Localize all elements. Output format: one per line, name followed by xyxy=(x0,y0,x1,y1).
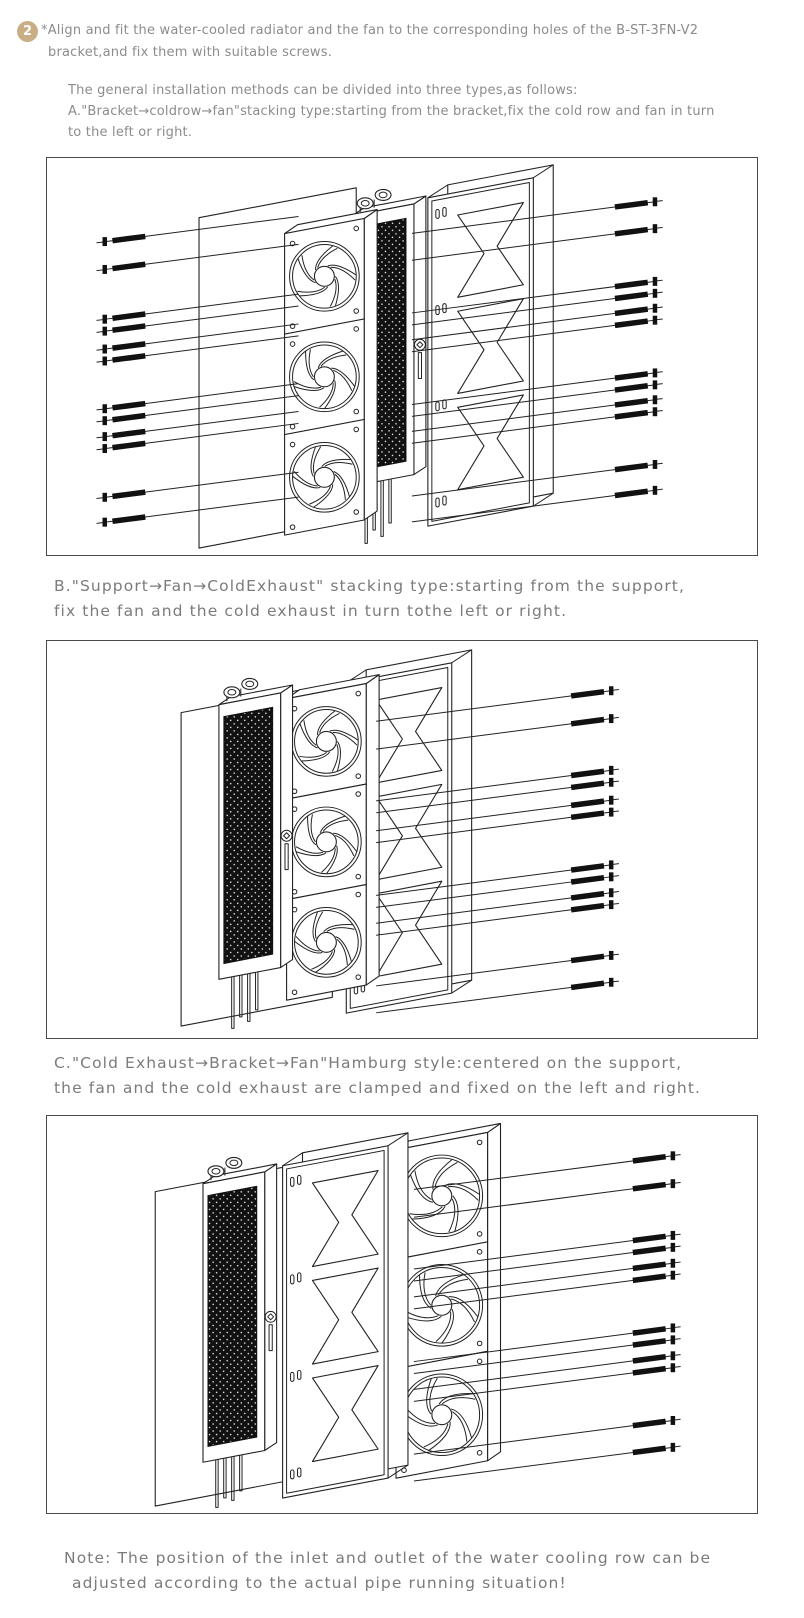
step-instruction xyxy=(41,20,698,64)
step-instruction-line-1: *Align and fit the water-cooled radiator and the fan to the corresponding holes of the B-ST-3FN-V2 xyxy=(41,23,699,38)
intro-line-1: The general installation methods can be divided into three types,as follows: xyxy=(68,83,578,98)
intro-line-3: to the left or right. xyxy=(68,125,193,140)
intro-line-2-type-a: A."Bracket→coldrow→fan"stacking type:starting from the bracket,fix the cold row and fan in turn xyxy=(68,104,715,119)
caption-c-line-1: C."Cold Exhaust→Bracket→Fan"Hamburg style:centered on the support, xyxy=(54,1054,683,1072)
step-number-badge: 2 xyxy=(17,21,38,42)
note-line-2: adjusted according to the actual pipe running situation! xyxy=(72,1574,567,1592)
fan-stack xyxy=(396,1123,500,1478)
step-2-section xyxy=(0,0,804,64)
fan-stack xyxy=(285,210,378,536)
caption-b-line-1: B."Support→Fan→ColdExhaust" stacking type:starting from the support, xyxy=(54,577,686,595)
caption-b-line-2: fix the fan and the cold exhaust in turn tothe left or right. xyxy=(54,602,568,620)
caption-type-c xyxy=(54,1051,804,1101)
exploded-view-type-c xyxy=(47,1116,757,1513)
caption-c-line-2: the fan and the cold exhaust are clamped and fixed on the left and right. xyxy=(54,1079,702,1097)
installation-diagram-b xyxy=(46,640,758,1039)
installation-diagram-a xyxy=(46,157,758,556)
exploded-view-type-a xyxy=(47,158,757,555)
note-text xyxy=(64,1546,804,1596)
installation-diagram-c xyxy=(46,1115,758,1514)
caption-type-b xyxy=(54,574,804,624)
fan-stack xyxy=(287,675,380,1001)
installation-methods-intro xyxy=(68,80,804,143)
step-instruction-line-2: bracket,and fix them with suitable screws. xyxy=(48,45,333,60)
exploded-view-type-b xyxy=(47,641,757,1038)
note-line-1: Note: The position of the inlet and outlet of the water cooling row can be xyxy=(64,1549,712,1567)
bracket xyxy=(283,1133,408,1498)
bracket xyxy=(428,165,553,526)
